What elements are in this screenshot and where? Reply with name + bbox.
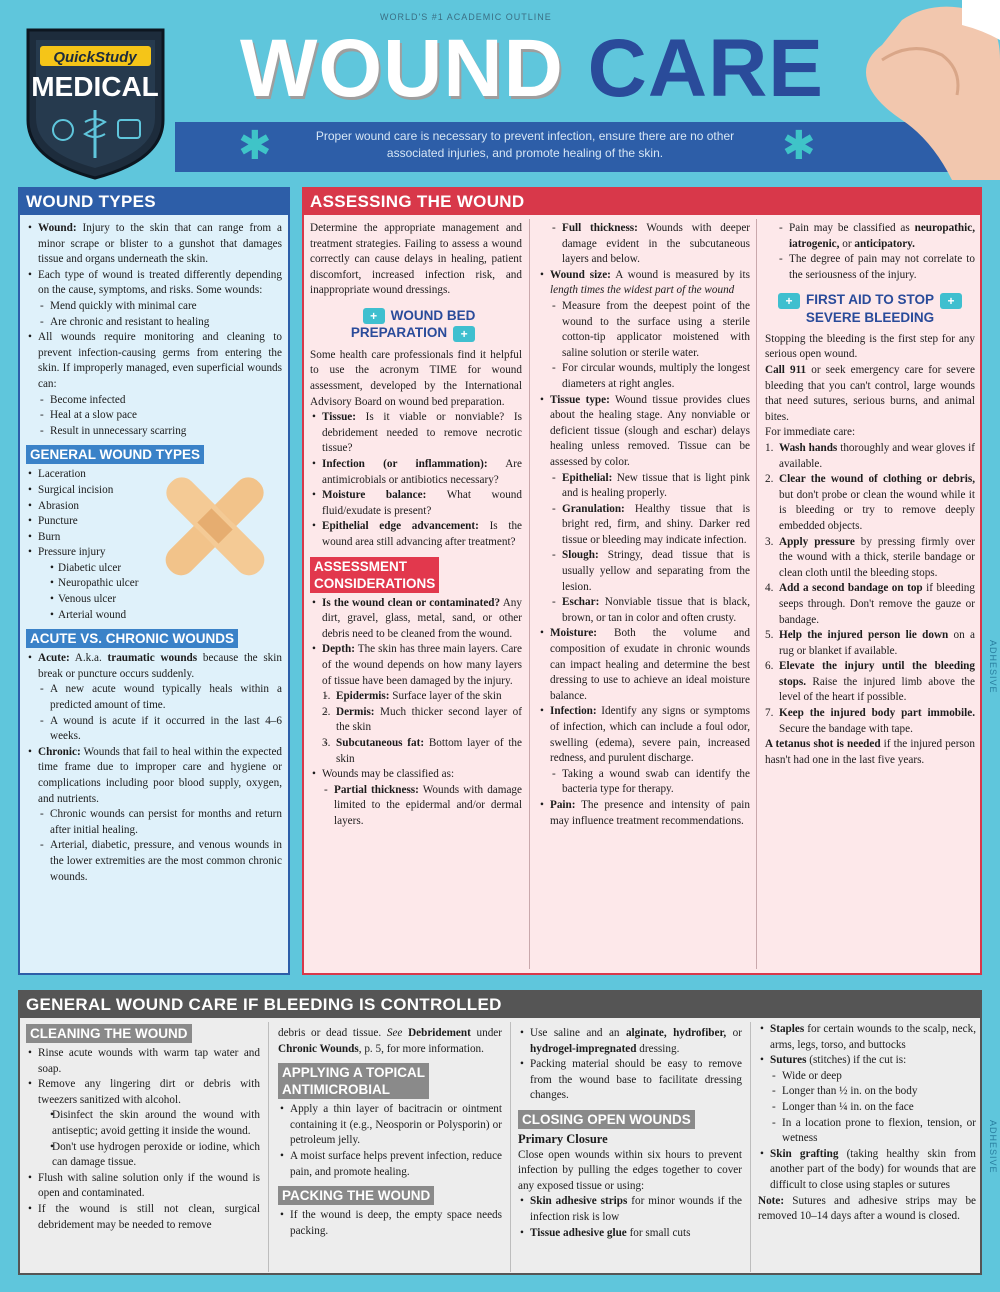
list-item: • Remove any lingering dirt or debris with tweezers sanitized with alcohol.: [26, 1077, 260, 1108]
list-item: • Disinfect the skin around the wound with antiseptic; avoid getting it inside the wound.: [26, 1108, 260, 1139]
list-item: - Wide or deep: [758, 1069, 976, 1085]
list-item: - 2. Dermis: Much thicker second layer of the skin: [310, 705, 522, 736]
list-item: • Moisture balance: What wound fluid/exudate is present?: [310, 488, 522, 519]
list-item: • Don't use hydrogen peroxide or iodine, which can damage tissue.: [26, 1140, 260, 1171]
list-item: - Slough: Stringy, dead tissue that is usually yellow and separating from the lesion.: [538, 548, 750, 595]
list-item: 5. Help the injured person lie down on a rug or blanket if available.: [765, 629, 975, 657]
star-of-life-icon: ✱: [238, 123, 272, 169]
list-item: - Taking a wound swab can identify the bacteria type for therapy.: [538, 767, 750, 798]
general-column-1: [26, 1022, 260, 1233]
list-item: • Pressure injury: [26, 545, 282, 561]
list-item: - Full thickness: Wounds with deeper damage evident in the subcutaneous layers and below.: [538, 221, 750, 268]
closing-heading: CLOSING OPEN WOUNDS: [518, 1110, 695, 1129]
wound-types-heading: WOUND TYPES: [20, 189, 288, 215]
general-wound-types-heading: GENERAL WOUND TYPES: [26, 445, 204, 464]
list-item: 1. Wash hands thoroughly and wear gloves if available.: [765, 441, 976, 470]
list-item: - Measure from the deepest point of the wound to the surface using a sterile cotton-tip applicator moistened with saline solution or sterile water.: [538, 299, 750, 361]
list-item: • Apply a thin layer of bacitracin or ointment containing it (e.g., Neosporin or Polysporin) or petroleum jelly.: [278, 1102, 502, 1149]
assessing-column-3: [765, 221, 975, 768]
page-title: [240, 22, 824, 116]
primary-closure-text: Close open wounds within six hours to prevent infection by pulling the edges together to cover any exposed tissue or using:: [518, 1148, 742, 1192]
list-item: - Mend quickly with minimal care: [26, 299, 282, 315]
list-item: - Eschar: Nonviable tissue that is black, brown, or tan in color and often crusty.: [538, 595, 750, 626]
list-item: • Staples for certain wounds to the scalp, neck, arms, legs, torso, and buttocks: [758, 1022, 976, 1053]
title-care: CARE: [587, 23, 824, 114]
wound-types-column: [26, 221, 282, 885]
list-item: 2. Clear the wound of clothing or debris, but don't probe or clean the wound while it is bleeding or try to remove deeply embedded objects.: [765, 473, 975, 532]
first-aid-kit-icon: +: [940, 293, 962, 309]
list-item: - Heal at a slow pace: [26, 408, 282, 424]
list-item: • Epithelial edge advancement: Is the wound area still advancing after treatment?: [310, 519, 522, 550]
list-item: - Partial thickness: Wounds with damage limited to the epidermal and/or dermal layers.: [310, 783, 522, 830]
first-aid-intro: Stopping the bleeding is the first step for any serious open wound.: [765, 332, 975, 361]
list-item: • Infection: Identify any signs or symptoms of infection, which can include a foul odor, swelling (edema), severe pain, increased redness, and purulent discharge.: [538, 704, 750, 766]
list-item: - Pain may be classified as neuropathic, iatrogenic, or anticipatory.: [765, 221, 975, 252]
badge-top-text: QuickStudy: [53, 49, 137, 66]
list-item: • If the wound is still not clean, surgical debridement may be needed to remove: [26, 1202, 260, 1233]
top-tagline: WORLD'S #1 ACADEMIC OUTLINE: [380, 12, 552, 22]
list-item: • If the wound is deep, the empty space needs packing.: [278, 1208, 502, 1239]
first-aid-kit-icon: +: [363, 308, 385, 324]
list-item: 6. Elevate the injury until the bleeding stops. Raise the injured limb above the level of the heart if possible.: [765, 660, 975, 704]
list-item: • Infection (or inflammation): Are antimicrobials or antibiotics necessary?: [310, 457, 522, 488]
tetanus-note: A tetanus shot is needed if the injured person hasn't had one in the last five years.: [765, 738, 975, 766]
packing-heading: PACKING THE WOUND: [278, 1186, 434, 1205]
call-911-text: Call 911 or seek emergency care for severe bleeding that you can't control, large wounds that need sutures, serious burns, and animal bites.: [765, 364, 975, 423]
list-item: • Tissue: Is it viable or nonviable? Is debridement needed to remove necrotic tissue?: [310, 410, 522, 457]
list-item: • Laceration: [26, 467, 282, 483]
list-item: • Skin adhesive strips for minor wounds if the infection risk is low: [518, 1194, 742, 1225]
immediate-care-label: For immediate care:: [765, 426, 856, 439]
assessing-heading: ASSESSING THE WOUND: [304, 189, 980, 215]
holding-hands-photo: [862, 0, 1000, 180]
list-item: • Arterial wound: [26, 608, 282, 624]
first-aid-kit-icon: +: [453, 326, 475, 342]
wound-bed-intro: Some health care professionals find it helpful to use the acronym TIME for wound assessment, developed by the International Advisory Board on wound bed preparation.: [310, 348, 522, 408]
list-item: • Sutures (stitches) if the cut is:: [758, 1053, 976, 1069]
list-item: - Result in unnecessary scarring: [26, 424, 282, 440]
list-item: • Tissue type: Wound tissue provides clues about the healing stage. Any nonviable or deficient tissue (slough and eschar) delays healing unless removed. Tissue can be assessed by color.: [538, 393, 750, 471]
list-item: • Venous ulcer: [26, 592, 282, 608]
list-item: • Abrasion: [26, 499, 282, 515]
general-column-3: [518, 1026, 742, 1241]
list-item: - In a location prone to flexion, tension, or wetness: [758, 1116, 976, 1147]
list-item: • Each type of wound is treated differently depending on the cause, symptoms, and risks. Some wounds:: [26, 268, 282, 299]
list-item: - 3. Subcutaneous fat: Bottom layer of the skin: [310, 736, 522, 767]
side-tab-label: ADHESIVE: [988, 640, 998, 694]
list-item: • Moisture: Both the volume and composition of exudate in chronic wounds can impact healing and determine the best dressing to use to achieve an ideal moisture balance.: [538, 626, 750, 704]
star-of-life-icon: ✱: [782, 123, 816, 169]
title-wound: WOUND: [240, 23, 564, 114]
list-item: • Wound: Injury to the skin that can range from a minor scrape or blister to a gunshot that damages tissue and organs underneath the skin.: [26, 221, 282, 268]
assessing-panel: [302, 187, 982, 975]
list-item: - The degree of pain may not correlate to the seriousness of the injury.: [765, 252, 975, 283]
list-item: • Diabetic ulcer: [26, 561, 282, 577]
first-aid-kit-icon: +: [778, 293, 800, 309]
list-item: • Skin grafting (taking healthy skin from another part of the body) for wounds that are difficult to close using staples or sutures: [758, 1147, 976, 1194]
list-item: • Use saline and an alginate, hydrofiber, or hydrogel-impregnated dressing.: [518, 1026, 742, 1057]
acute-chronic-heading: ACUTE VS. CHRONIC WOUNDS: [26, 629, 238, 648]
assessing-intro: Determine the appropriate management and treatment strategies. Failing to assess a wound correctly can cause delays in healing, patient discomfort, increased infection risk, and inappropriate wound dressings.: [310, 222, 522, 297]
list-item: - Granulation: Healthy tissue that is bright red, firm, and shiny. Darker red tissue or bleeding may indicate infection.: [538, 502, 750, 549]
wound-bed-heading: + WOUND BED PREPARATION +: [350, 307, 476, 341]
list-item: - Longer than ¼ in. on the face: [758, 1100, 976, 1116]
list-item: • Rinse acute wounds with warm tap water and soap.: [26, 1046, 260, 1077]
list-item: - Epithelial: New tissue that is light pink and is healing properly.: [538, 471, 750, 502]
list-item: 7. Keep the injured body part immobile. Secure the bandage with tape.: [765, 707, 975, 735]
wound-types-panel: [18, 187, 290, 975]
side-tab-label: ADHESIVE: [988, 1120, 998, 1174]
list-item: 3. Apply pressure by pressing firmly over the wound with a thick, sterile bandage or clean cloth until the bleeding stops.: [765, 535, 975, 579]
list-item: • Wounds may be classified as:: [310, 767, 522, 783]
list-item: - Longer than ½ in. on the body: [758, 1084, 976, 1100]
list-item: • Packing material should be easy to remove from the wound base to facilitate dressing changes.: [518, 1057, 742, 1104]
list-item: 4. Add a second bandage on top if bleeding seeps through. Don't remove the gauze or bandage.: [765, 582, 975, 626]
list-item: • Tissue adhesive glue for small cuts: [518, 1226, 742, 1242]
list-item: - Chronic wounds can persist for months and return after initial healing.: [26, 807, 282, 838]
general-care-heading: GENERAL WOUND CARE IF BLEEDING IS CONTROLLED: [20, 992, 980, 1018]
list-item: • Flush with saline solution only if the wound is open and contaminated.: [26, 1171, 260, 1202]
list-item: - For circular wounds, multiply the longest diameters at right angles.: [538, 361, 750, 392]
primary-closure-heading: Primary Closure: [518, 1131, 608, 1146]
first-aid-heading: + FIRST AID TO STOP + SEVERE BLEEDING: [765, 291, 975, 325]
general-column-2: [278, 1026, 502, 1239]
list-item: • A moist surface helps prevent infection, reduce pain, and promote healing.: [278, 1149, 502, 1180]
debris-continued: debris or dead tissue. See Debridement under Chronic Wounds, p. 5, for more information.: [278, 1027, 502, 1055]
sutures-note: Note: Sutures and adhesive strips may be removed 10–14 days after a wound is closed.: [758, 1194, 976, 1223]
general-column-4: [758, 1022, 976, 1225]
assessment-considerations-heading: ASSESSMENT CONSIDERATIONS: [310, 557, 439, 593]
topical-heading: APPLYING A TOPICAL ANTIMICROBIAL: [278, 1063, 429, 1099]
list-item: • All wounds require monitoring and cleaning to prevent infection-causing germs from entering the skin. If improperly managed, even superficial wounds can:: [26, 330, 282, 392]
general-care-panel: [18, 990, 982, 1275]
badge-main-text: MEDICAL: [31, 71, 159, 102]
list-item: • Burn: [26, 530, 282, 546]
list-item: - Become infected: [26, 393, 282, 409]
assessing-column-1: [310, 221, 522, 829]
list-item: • Neuropathic ulcer: [26, 576, 282, 592]
list-item: • Is the wound clean or contaminated? Any dirt, gravel, glass, metal, sand, or other debris need to be cleaned from the wound.: [310, 596, 522, 643]
list-item: - Are chronic and resistant to healing: [26, 315, 282, 331]
list-item: • Puncture: [26, 514, 282, 530]
list-item: • Chronic: Wounds that fail to heal within the expected time frame due to improper care and hygiene or complications including poor blood supply, oxygen, and nutrients.: [26, 745, 282, 807]
list-item: - Arterial, diabetic, pressure, and venous wounds in the lower extremities are the most common chronic wounds.: [26, 838, 282, 885]
list-item: • Wound size: A wound is measured by its length times the widest part of the wound: [538, 268, 750, 299]
assessing-column-2: [538, 221, 750, 829]
list-item: • Depth: The skin has three main layers. Care of the wound depends on how many layers of tissue have been damaged by the injury.: [310, 642, 522, 689]
cleaning-heading: CLEANING THE WOUND: [26, 1024, 192, 1043]
list-item: • Acute: A.k.a. traumatic wounds because the skin break or puncture occurs suddenly.: [26, 651, 282, 682]
list-item: • Pain: The presence and intensity of pain may influence treatment recommendations.: [538, 798, 750, 829]
quickstudy-medical-badge: [18, 10, 173, 180]
list-item: - A wound is acute if it occurred in the last 4–6 weeks.: [26, 714, 282, 745]
list-item: - A new acute wound typically heals within a predicted amount of time.: [26, 682, 282, 713]
list-item: • Surgical incision: [26, 483, 282, 499]
list-item: - 1. Epidermis: Surface layer of the skin: [310, 689, 522, 705]
intro-text: Proper wound care is necessary to prevent infection, ensure there are no other associated injuries, and promote healing of the skin.: [315, 129, 735, 160]
